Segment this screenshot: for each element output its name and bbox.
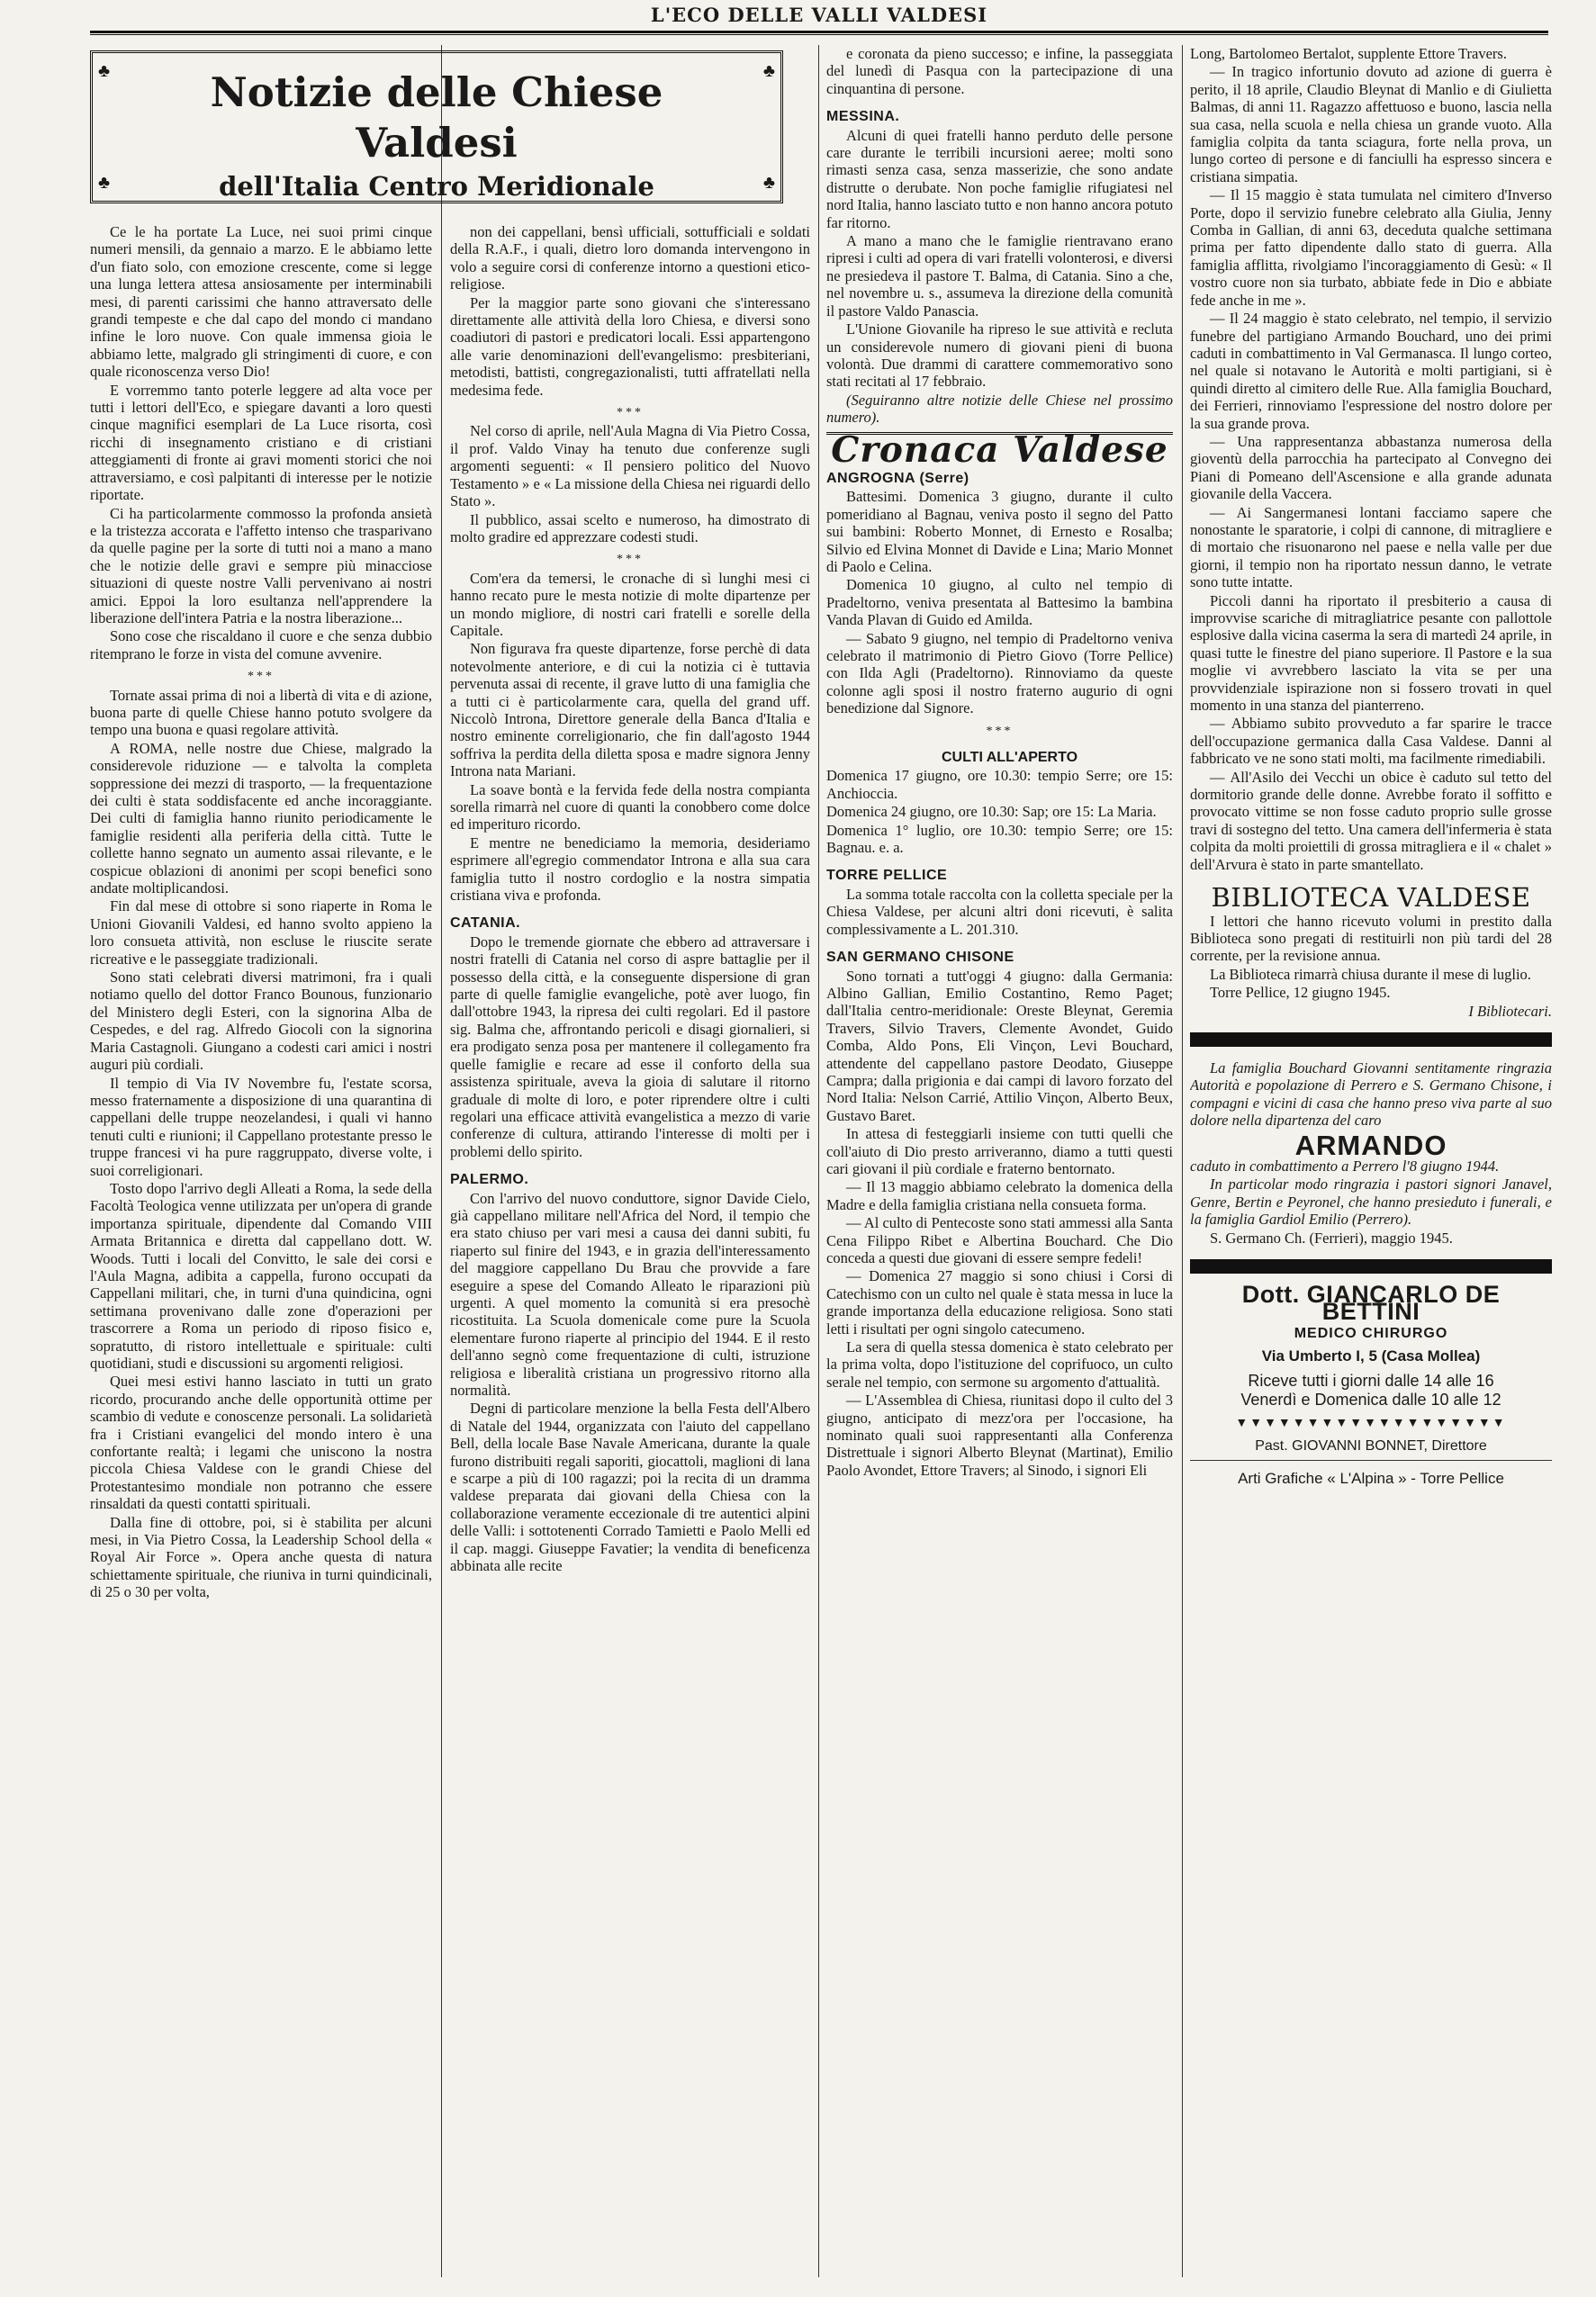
paragraph: La soave bontà e la fervida fede della nostra compianta sorella rimarrà nel cuore di quanti la conobbero come dolce ed imperituro ricordo.	[450, 780, 810, 833]
paragraph: — Domenica 27 maggio si sono chiusi i Corsi di Catechismo con un culto nel quale è stata messa in luce la grande importanza della educazione religiosa. Sono stati letti i risultati per ogni singolo catecumeno.	[826, 1267, 1173, 1338]
clover-icon: ♣	[762, 173, 775, 193]
paragraph: I lettori che hanno ricevuto volumi in prestito dalla Biblioteca sono pregati di restituirli non più tardi del 28 corrente, per la revisione annua.	[1190, 912, 1552, 965]
section-heading: TORRE PELLICE	[826, 868, 948, 884]
separator: ***	[617, 406, 644, 420]
paragraph: Degni di particolare menzione la bella Festa dell'Albero di Natale del 1944, organizzata con l'aiuto del cappellano Bell, della locale Base Navale Americana, durante la quale furono distribuiti regali saporiti, giocattoli, maglioni di lana e scarpe a più di 100 ragazzi; poi la recita di un dramma valdese preparata dai giovani della Chiesa con la collaborazione veramente eccezionale di tre autentici alpini delle Valli: i sottotenenti Corrado Tamietti e Paolo Melli ed il cap. maggi. Giuseppe Favatier; la vendita di beneficenza abbinata alle recite	[450, 1400, 810, 1575]
column-rule	[1182, 45, 1183, 2277]
subheading: CULTI ALL'APERTO	[941, 750, 1078, 766]
paragraph: Non figurava fra queste dipartenze, forse perchè di data notevolmente anteriore, e di cui la notizia ci è tuttavia pervenuta assai di recente, il grave lutto di una famiglia che a tutti ci è particolarmente cara, quella del grand uff. Niccolò Introna, Direttore generale della Banca d'Italia e nostro eminente correligionario, che fin dall'agosto 1944 soffriva la perdita della diletta sposa e madre signora Jenny Introna nata Mariani.	[450, 640, 810, 780]
separator: ***	[986, 724, 1014, 738]
separator: ***	[617, 553, 644, 567]
paragraph: La sera di quella stessa domenica è stato celebrato per la prima volta, dopo l'istituzione del coprifuoco, un culto serale nel tempio, con sermone su argomento d'attualità.	[826, 1338, 1173, 1391]
printer-line: Arti Grafiche « L'Alpina » - Torre Pellice	[1238, 1470, 1504, 1488]
ad-role: MEDICO CHIRURGO	[1294, 1325, 1448, 1341]
paragraph: Domenica 10 giugno, al culto nel tempio di Pradeltorno, veniva presentata al Battesimo la bambina Vanda Plavan di Guido ed Amilda.	[826, 576, 1173, 629]
paragraph: Per la maggior parte sono giovani che s'interessano direttamente alle attività della loro Chiesa, e diversi sono coadiutori di pastori e predicatori locali. Essi appartengono alle varie denominazioni dell'evangelismo: presbiteriani, metodisti, battisti, congregazionalisti, tutti affratellati nella medesima fede.	[450, 293, 810, 399]
clover-icon: ♣	[762, 61, 775, 81]
masthead-rule	[90, 31, 1548, 35]
paragraph: Quei mesi estivi hanno lasciato in tutti un grato ricordo, procurando anche delle opportunità ottime per scambio di vedute e conoscenze personali. La solidarietà fra i Cristiani evangelici del mondo intero è una confortante realtà; i legami che uniscono la nostra piccola Chiesa Valdese con le grandi Chiese del Protestantesimo mondiale non potranno che essere rinsaldati da questi contatti spirituali.	[90, 1373, 432, 1513]
paragraph: La somma totale raccolta con la colletta speciale per la Chiesa Valdese, per alcuni altri doni ricevuti, è salita complessivamente a L. 201.310.	[826, 885, 1173, 938]
paragraph: Sono tornati a tutt'oggi 4 giugno: dalla Germania: Albino Gallian, Emilio Costantino, Remo Paget; dall'Italia centro-meridionale: Oreste Bleynat, Geremia Travers, Silvio Travers, Clemente Avondet, Guido Comba, Aldo Pons, Eli Vinçon, Levi Bouchard, attendente del cappellano pastore Deodato, Giuseppe Campra; dalla prigionia e dai campi di lavoro forzato del Nord Italia: Nelson Carrié, Attilio Vinçon, Alberto Beux, Gustavo Baret.	[826, 967, 1173, 1124]
divider-bar	[1190, 1259, 1552, 1274]
column-rule	[441, 45, 442, 2277]
ad-address: Via Umberto I, 5 (Casa Mollea)	[1261, 1347, 1481, 1365]
paragraph: Dalla fine di ottobre, poi, si è stabilita per alcuni mesi, in Via Pietro Cossa, la Leadership School della « Royal Air Force ». Opera anche questa di natura schiettamente spirituale, che riuniva in turni quindicinali, di 25 o 30 per volta,	[90, 1513, 432, 1601]
cronaca-heading: Cronaca Valdese	[826, 432, 1173, 459]
biblioteca-heading: BIBLIOTECA VALDESE	[1211, 882, 1531, 914]
paragraph: S. Germano Ch. (Ferrieri), maggio 1945.	[1210, 1229, 1453, 1247]
paragraph: E mentre ne benediciamo la memoria, desideriamo esprimere all'egregio commendator Introna e alla sua cara famiglia tutto il nostro cordoglio e la nostra simpatia cristiana viva e profonda.	[450, 833, 810, 905]
paragraph: La Biblioteca rimarrà chiusa durante il mese di luglio.	[1210, 965, 1531, 983]
director-line: Past. GIOVANNI BONNET, Direttore	[1190, 1437, 1552, 1461]
paragraph: Ci ha particolarmente commosso la profonda ansietà e la tristezza accorata e l'affetto intenso che trasparivano da quelle pagine per la sorte di tutti noi a mano a mano che le notizie delle gravi e sempre più minacciose situazioni di queste nostre Valli pervenivano ai nostri amici. Eppoi la loro esultanza nell'apprendere la liberazione dell'intera Patria e la nostra liberazione...	[90, 504, 432, 626]
paragraph: — Il 24 maggio è stato celebrato, nel tempio, il servizio funebre del partigiano Armando Bouchard, uno dei primi caduti in combattimento in Val Germanasca. Il lungo corteo, nel quale si notavano le Autorità e molti partigiani, si è quindi diretto al cimitero delle Rue. Alla famiglia Bouchard, dei Ferrieri, rinnoviamo l'espressione del nostro dolore per la sua grande prova.	[1190, 310, 1552, 432]
paragraph: e coronata da pieno successo; e infine, la passeggiata del lunedì di Pasqua con la partecipazione di una cinquantina di persone.	[826, 45, 1173, 97]
page-title: Notizie delle Chiese Valdesi	[210, 68, 663, 167]
paragraph: non dei cappellani, bensì ufficiali, sottufficiali e soldati della R.A.F., i quali, dietro loro domanda intervengono in volo a seguire corsi di conferenze intorno a questioni etico-religiose.	[450, 223, 810, 293]
column-rule	[818, 45, 819, 2277]
paragraph: Con l'arrivo del nuovo conduttore, signor Davide Cielo, già cappellano militare nell'Africa del Nord, il tempio che era stato chiuso per vari mesi a causa dei danni subiti, fu riaperto sul finire del 1943, e in grazia dell'interessamento del maggiore cappellano Du Brau che provvide a fare eseguire a spese del Comando Alleato le riparazioni più urgenti. A quel momento la comunità si era presochè ricostituita. La Scuola domenicale come pure la Scuola elementare furono riaperte al principio del 1944. E il resto dell'anno segnò come frequentazione di culti, istruzione religiosa e liberalità cristiana un progressivo ritorno alla normalità.	[450, 1189, 810, 1399]
paragraph: A ROMA, nelle nostre due Chiese, malgrado la considerevole riduzione — e talvolta la completa soppressione dei mezzi di trasporto, — la frequentazione dei culti è stata soddisfacente ed anche incoraggiante. Dei culti di famiglia hanno riunito periodicamente le famiglie residenti alla periferia della città. Tutte le collette hanno segnato un aumento assai rilevante, e le cospicue oblazioni di anonimi per scopi benefici sono andate moltiplicandosi.	[90, 739, 432, 897]
paragraph: Torre Pellice, 12 giugno 1945.	[1210, 984, 1391, 1002]
clover-icon: ♣	[98, 173, 111, 193]
paragraph: In attesa di festeggiarli insieme con tutti quelli che coll'aiuto di Dio presto arriveranno, diamo a tutti questi cari giovani il più cordiale e fraterno bentornato.	[826, 1125, 1173, 1177]
section-heading: MESSINA.	[826, 109, 900, 125]
section-heading: SAN GERMANO CHISONE	[826, 950, 1014, 966]
paragraph: Sono cose che riscaldano il cuore e che senza dubbio ritemprano le forze in vista del comune avvenire.	[90, 627, 432, 662]
signature: I Bibliotecari.	[1468, 1002, 1552, 1020]
paragraph: — Abbiamo subito provveduto a far sparire le tracce dell'occupazione germanica dalla Casa Valdese. Danni al fabbricato ve ne sono stati molti, ma facilmente rimediabili.	[1190, 715, 1552, 768]
paragraph: Long, Bartolomeo Bertalot, supplente Ettore Travers.	[1190, 45, 1507, 62]
armando-name: ARMANDO	[1294, 1129, 1447, 1161]
paragraph: Piccoli danni ha riportato il presbiterio a causa di improvvise scariche di mitragliatrice pesante con pallottole esplosive dalla vicina caserma la sera di martedì 24 aprile, in quasi tutte le finestre del piano superiore. Il Pastore e la sua moglie vi avvrebbero lasciato la vita se per una provvidenziale ispirazione non si fossero trovati in quel momento in una stanza del pianterreno.	[1190, 591, 1552, 715]
section-heading: PALERMO.	[450, 1172, 529, 1188]
column-3	[826, 45, 1173, 2286]
ad-hours: Riceve tutti i giorni dalle 14 alle 16	[1248, 1371, 1494, 1390]
paragraph: Il tempio di Via IV Novembre fu, l'estate scorsa, messo fraternamente a disposizione di una quarantina di cappellani delle truppe neozelandesi, i quali vi hanno tenuti culti e riunioni; il Cappellano protestante presso le truppe francesi vi ha pure raggruppato, diverse volte, i suoi correligionari.	[90, 1074, 432, 1179]
paragraph: — L'Assemblea di Chiesa, riunitasi dopo il culto del 3 giugno, anticipato di mezz'ora per l'occasione, ha nominato quali suoi rappresentanti alla Conferenza Distrettuale i signori Alberto Bleynat (Martinat), Emilio Paolo Avondet, Ettore Travers; al Sinodo, i signori Eli	[826, 1392, 1173, 1479]
paragraph: Dopo le tremende giornate che ebbero ad attraversare i nostri fratelli di Catania nel corso di aspre battaglie per il possesso della città, e la conseguente dispersione di gran parte di quelle famiglie evangeliche, potè aver luogo, fin dall'ottobre 1943, la ripresa dei culti regolari. Ed il pastore sig. Balma che, affrontando pericoli e disagi giornalieri, si era prodigato senza posa per mantenere il collegamento fra quelle famiglie e recare ad esse il conforto della sua assistenza spirituale, aveva la gioia di salutare il ritorno graduale di molte di loro, e poter riprendere oltre i culti regolari una efficace attività evangelistica a mezzo di varie conferenze di cultura, attirando l'interesse di molti per i problemi dello spirito.	[450, 932, 810, 1160]
paragraph: La famiglia Bouchard Giovanni sentitamente ringrazia Autorità e popolazione di Perrero e S. Germano Chisone, i compagni e vicini di casa che hanno preso viva parte al suo dolore nella dipartenza del caro	[1190, 1058, 1552, 1130]
paragraph: Domenica 1° luglio, ore 10.30: tempio Serre; ore 15: Bagnau. e. a.	[826, 821, 1173, 857]
paragraph: — In tragico infortunio dovuto ad azione di guerra è perito, il 18 aprile, Claudio Bleynat di Manlio e di Giulietta Balmas, di anni 11. Ragazzo affettuoso e buono, lascia nella sua casa, nella scuola e nella chiesa un grande vuoto. Alla famiglia colpita da tanta sciagura, forte nella prova, un lungo corteo di persone e di fanciulli ha espresso sincera e cristiana simpatia.	[1190, 63, 1552, 185]
paragraph: Alcuni di quei fratelli hanno perduto delle persone care durante le terribili incursioni aeree; molti sono rimasti senza casa, senza masserizie, che sono andate distrutte o derubate. Non poche famiglie rifugiatesi nel nord Italia, hanno lasciato tutto e non hanno ancora potuto far ritorno.	[826, 126, 1173, 231]
section-heading: CATANIA.	[450, 915, 521, 932]
ad-name: Dott. GIANCARLO DE BETTINI	[1241, 1281, 1501, 1326]
paragraph: — Il 15 maggio è stata tumulata nel cimitero d'Inverso Porte, dopo il servizio funebre celebrato alla Giulia, Jenny Comba in Gallian, di anni 63, deceduta qualche settimana prima per fatto dipendente dallo stato di guerra. Alla famiglia afflitta, rivolgiamo l'incoraggiamento di Gesù: « Il vostro cuore non sia turbato, abbiate fede in Dio e abbiate fede anche in me ».	[1190, 186, 1552, 309]
doctor-ad	[1190, 1281, 1552, 1432]
paragraph: — Il 13 maggio abbiamo celebrato la domenica della Madre e della famiglia cristiana nella consueta forma.	[826, 1178, 1173, 1213]
paragraph: — Una rappresentanza abbastanza numerosa della gioventù della parrocchia ha partecipato al Convegno dei Piani di Pomeano dell'Ascensione e alla grande adunata giovanile della Vaccera.	[1190, 432, 1552, 503]
section-heading: ANGROGNA (Serre)	[826, 470, 969, 486]
paragraph: Ce le ha portate La Luce, nei suoi primi cinque numeri mensili, da gennaio a marzo. E le abbiamo lette d'un fiato solo, con emozione crescente, come si legge una lunga lettera attesa ansiosamente per interminabili mesi, di parenti carissimi che hanno attraversato delle grandi tempeste e che dal capo del mondo ci mandano infine le loro nuove. Con quale immensa gioia le abbiamo lette, malgrado gli stringimenti di cuore, e con quale riconoscenza verso Dio!	[90, 223, 432, 381]
paragraph: Sono stati celebrati diversi matrimoni, fra i quali notiamo quello del dottor Franco Bounous, funzionario del Ministero degli Esteri, con la signorina Alba de Cespedes, e del rag. Alfredo Giocoli con la signorina Maria Castagnoli. Giungano a codesti cari amici i nostri auguri più cordiali.	[90, 968, 432, 1074]
paragraph: — Ai Sangermanesi lontani facciamo sapere che nonostante le sparatorie, i colpi di cannone, di mitragliere e di mortaio che risuonarono nel paese e nella valle per due giorni, il tempio non ha riportato nessun danno, le vetrate sono tutte intatte.	[1190, 503, 1552, 591]
paragraph: Domenica 24 giugno, ore 10.30: Sap; ore 15: La Maria.	[826, 803, 1157, 821]
paragraph: Battesimi. Domenica 3 giugno, durante il culto pomeridiano al Bagnau, veniva posto il segno del Patto sui bambini: Roberto Monnet, di Ernesto e Rosalba; Silvio ed Elvina Monnet di Davide e Lina; Mario Monnet di Paolo e Celina.	[826, 488, 1173, 575]
paragraph: — Sabato 9 giugno, nel tempio di Pradeltorno veniva celebrato il matrimonio di Pietro Giovo (Torre Pellice) con Ilda Agli (Pradeltorno). Rinnoviamo da queste colonne agli sposi il nostro fraterno augurio di ogni benedizione dal Signore.	[826, 629, 1173, 717]
paragraph: Tornate assai prima di noi a libertà di vita e di azione, buona parte di quelle Chiese hanno potuto svolgere da tempo una buona e quasi regolare attività.	[90, 686, 432, 739]
paragraph: L'Unione Giovanile ha ripreso le sue attività e recluta un considerevole numero di giovani pieni di buona volontà. Due drammi di carattere commemorativo sono stati recitati al 17 febbraio.	[826, 320, 1173, 391]
paragraph: In particolar modo ringrazia i pastori signori Janavel, Genre, Bertin e Peyronel, che hanno presieduto i funerali, e la famiglia Gardiol Emilio (Perrero).	[1190, 1176, 1552, 1229]
paragraph: Nel corso di aprile, nell'Aula Magna di Via Pietro Cossa, il prof. Valdo Vinay ha tenuto due conferenze sugli argomenti seguenti: « Il pensiero politico del Nuovo Testamento » e « La missione della Chiesa nei riguardi dello Stato ».	[450, 422, 810, 510]
paragraph: — All'Asilo dei Vecchi un obice è caduto sul tetto del dormitorio grande delle donne. Avrebbe forato il soffitto e provocato vittime se non fosse caduto proprio sulle grosse travi di sostegno del tetto. Una camera dell'infermeria è stata colpita da molti proiettili di grossa mitragliera e il « chalet » dell'Arvura è stato in parte smantellato.	[1190, 768, 1552, 873]
paragraph: Fin dal mese di ottobre si sono riaperte in Roma le Unioni Giovanili Valdesi, ed hanno svolto appieno la loro consueta attività, non escluse le riuscite serate ricreative e le passeggiate tradizionali.	[90, 897, 432, 968]
paragraph: Com'era da temersi, le cronache di sì lunghi mesi ci hanno recato pure le mesta notizie di molte dipartenze per un mondo migliore, di nostri cari fratelli e sorelle della Capitale.	[450, 569, 810, 639]
column-4	[1190, 45, 1552, 2286]
paragraph: (Seguiranno altre notizie delle Chiese nel prossimo numero).	[826, 391, 1173, 427]
masthead: L'ECO DELLE VALLI VALDESI	[650, 4, 988, 26]
title-box	[90, 50, 783, 223]
column-1	[90, 223, 432, 2284]
page-subtitle: dell'Italia Centro Meridionale	[219, 171, 654, 202]
paragraph: Tosto dopo l'arrivo degli Alleati a Roma, la sede della Facoltà Teologica venne utilizzata per un'opera di grande importanza spirituale, dipendente dal Comando VIII Armata Britannica e diretta dal cappellano dott. W. Woods. Tutti i locali del Convitto, le sale dei corsi e l'Aula Magna, adibita a cappella, furono occupati da Cappellani militari, che, in turni d'una quindicina, ogni settimana provenivano dalle zone d'operazioni per trascorrere a Roma un periodo di riposo fisico e, sopratutto, di ristoro intellettuale e spirituale: culti quotidiani, studi e discussioni su argomenti religiosi.	[90, 1179, 432, 1372]
paragraph: Il pubblico, assai scelto e numeroso, ha dimostrato di molto gradire ed apprezzare codesti studi.	[450, 510, 810, 545]
paragraph: E vorremmo tanto poterle leggere ad alta voce per tutti i lettori dell'Eco, e spiegare davanti a loro questi cinque magnifici esemplari de La Luce risorta, così ricchi di insegnamento cristiano e di cristiani atteggiamenti di fronte ai gravi momenti storici che noi attraversiamo, e così palpitanti di interesse per le notizie riportate.	[90, 381, 432, 504]
paragraph: Domenica 17 giugno, ore 10.30: tempio Serre; ore 15: Anchioccia.	[826, 767, 1173, 802]
paragraph: — Al culto di Pentecoste sono stati ammessi alla Santa Cena Filippo Ribet e Albertina Bouchard. Che Dio conceda a questi due giovani di essere sempre fedeli!	[826, 1214, 1173, 1266]
separator: ***	[248, 670, 275, 684]
clover-icon: ♣	[98, 61, 111, 81]
paragraph: caduto in combattimento a Perrero l'8 giugno 1944.	[1190, 1157, 1500, 1175]
ornament: ▼▼▼▼▼▼▼▼▼▼▼▼▼▼▼▼▼▼▼	[1235, 1415, 1507, 1430]
divider-bar	[1190, 1032, 1552, 1047]
paragraph: A mano a mano che le famiglie rientravano erano ripresi i culti ad opera di vari fratelli volonterosi, e diversi ne presiedeva il pastore T. Balma, di Catania. Sino a che, nel novembre u. s., assumeva la direzione della comunità il pastore Valdo Panascia.	[826, 232, 1173, 320]
ad-hours: Venerdì e Domenica dalle 10 alle 12	[1240, 1391, 1501, 1410]
column-2	[450, 223, 810, 2284]
